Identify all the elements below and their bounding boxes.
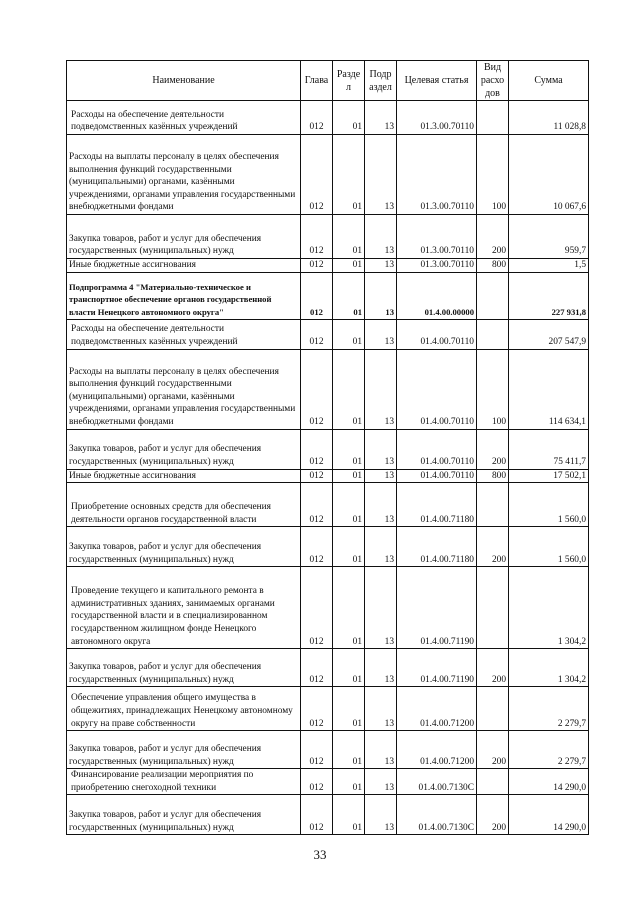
cell-sum: 14 290,0 [509,769,589,795]
table-body [67,101,589,835]
cell-sum: 14 290,0 [509,795,589,835]
cell-sum: 114 634,1 [509,349,589,429]
cell-chapter: 012 [301,687,333,731]
cell-type: 100 [477,349,509,429]
cell-name: Закупка товаров, работ и услуг для обеспечения государственных (муниципальных) нужд [67,795,301,835]
cell-name: Обеспечение управления общего имущества в общежитиях, принадлежащих Ненецкому автономному округу на праве собственности [67,687,301,731]
cell-subsection: 13 [365,687,397,731]
cell-name: Закупка товаров, работ и услуг для обеспечения государственных (муниципальных) нужд [67,429,301,469]
cell-target: 01.4.00.71200 [397,731,477,769]
cell-section: 01 [333,349,365,429]
cell-target: 01.3.00.70110 [397,215,477,259]
cell-target: 01.4.00.00000 [397,272,477,319]
cell-type [477,319,509,349]
cell-type: 200 [477,795,509,835]
cell-name: Иные бюджетные ассигнования [67,469,301,483]
table-row [67,527,589,567]
cell-chapter: 012 [301,649,333,687]
cell-subsection: 13 [365,649,397,687]
table-row [67,349,589,429]
cell-section: 01 [333,215,365,259]
cell-chapter: 012 [301,135,333,215]
cell-section: 01 [333,101,365,135]
cell-subsection: 13 [365,101,397,135]
cell-section: 01 [333,527,365,567]
table-row [67,731,589,769]
header-subsection: Подр аздел [365,61,397,101]
cell-type: 800 [477,259,509,273]
cell-target: 01.4.00.71180 [397,483,477,527]
cell-type [477,687,509,731]
cell-section: 01 [333,259,365,273]
cell-name: Расходы на обеспечение деятельности подведомственных казённых учреждений [67,319,301,349]
cell-chapter: 012 [301,319,333,349]
cell-target: 01.4.00.71180 [397,527,477,567]
cell-name: Закупка товаров, работ и услуг для обеспечения государственных (муниципальных) нужд [67,649,301,687]
cell-section: 01 [333,469,365,483]
cell-section: 01 [333,687,365,731]
cell-subsection: 13 [365,319,397,349]
cell-section: 01 [333,649,365,687]
cell-target: 01.4.00.71190 [397,649,477,687]
cell-target: 01.3.00.70110 [397,135,477,215]
cell-chapter: 012 [301,469,333,483]
budget-table [66,60,589,835]
cell-sum: 1,5 [509,259,589,273]
cell-name: Приобретение основных средств для обеспечения деятельности органов государственной власти [67,483,301,527]
cell-chapter: 012 [301,731,333,769]
cell-target: 01.4.00.70110 [397,319,477,349]
cell-section: 01 [333,795,365,835]
cell-name: Закупка товаров, работ и услуг для обеспечения государственных (муниципальных) нужд [67,527,301,567]
cell-section: 01 [333,319,365,349]
cell-subsection: 13 [365,215,397,259]
cell-section: 01 [333,769,365,795]
cell-type [477,567,509,649]
cell-chapter: 012 [301,429,333,469]
header-sum: Сумма [509,61,589,101]
cell-subsection: 13 [365,527,397,567]
cell-subsection: 13 [365,272,397,319]
cell-chapter: 012 [301,101,333,135]
cell-name: Подпрограмма 4 "Материально-техническое и транспортное обеспечение органов государственной власти Ненецкого автономного округа" [67,272,301,319]
cell-type: 200 [477,429,509,469]
cell-sum: 959,7 [509,215,589,259]
cell-target: 01.4.00.7130С [397,769,477,795]
cell-section: 01 [333,135,365,215]
cell-name: Расходы на выплаты персоналу в целях обеспечения выполнения функций государственными (муниципальными) органами, казёнными учреждениями, органами управления государственными внебюджетными фондами [67,135,301,215]
cell-chapter: 012 [301,567,333,649]
table-row [67,795,589,835]
header-name: Наименование [67,61,301,101]
cell-type [477,272,509,319]
cell-sum: 10 067,6 [509,135,589,215]
cell-subsection: 13 [365,567,397,649]
cell-sum: 1 304,2 [509,649,589,687]
cell-type: 200 [477,649,509,687]
table-row [67,649,589,687]
cell-target: 01.3.00.70110 [397,101,477,135]
cell-chapter: 012 [301,272,333,319]
page-number: 33 [313,847,327,862]
cell-target: 01.4.00.70110 [397,469,477,483]
cell-sum: 227 931,8 [509,272,589,319]
cell-section: 01 [333,483,365,527]
cell-section: 01 [333,731,365,769]
cell-chapter: 012 [301,215,333,259]
table-row [67,135,589,215]
cell-sum: 1 304,2 [509,567,589,649]
table-row [67,429,589,469]
cell-name: Финансирование реализации мероприятия по приобретению снегоходной техники [67,769,301,795]
cell-target: 01.4.00.71200 [397,687,477,731]
header-row [67,61,589,101]
table-row [67,483,589,527]
cell-subsection: 13 [365,795,397,835]
cell-chapter: 012 [301,795,333,835]
cell-name: Закупка товаров, работ и услуг для обеспечения государственных (муниципальных) нужд [67,731,301,769]
cell-name: Расходы на выплаты персоналу в целях обеспечения выполнения функций государственными (муниципальными) органами, казёнными учреждениями, органами управления государственными внебюджетными фондами [67,349,301,429]
cell-type: 200 [477,527,509,567]
cell-section: 01 [333,429,365,469]
cell-type: 200 [477,215,509,259]
cell-sum: 2 279,7 [509,731,589,769]
cell-subsection: 13 [365,429,397,469]
cell-sum: 17 502,1 [509,469,589,483]
header-chapter: Глава [301,61,333,101]
cell-chapter: 012 [301,349,333,429]
cell-sum: 207 547,9 [509,319,589,349]
cell-sum: 1 560,0 [509,527,589,567]
header-type: Вид расхо дов [477,61,509,101]
table-row [67,567,589,649]
cell-type: 100 [477,135,509,215]
cell-target: 01.4.00.70110 [397,429,477,469]
cell-type: 800 [477,469,509,483]
cell-subsection: 13 [365,731,397,769]
table-row [67,272,589,319]
cell-chapter: 012 [301,769,333,795]
cell-sum: 11 028,8 [509,101,589,135]
cell-sum: 75 411,7 [509,429,589,469]
cell-name: Проведение текущего и капитального ремонта в административных зданиях, занимаемых органами государственной власти и в специализированном государственном жилищном фонде Ненецкого автономного округа [67,567,301,649]
cell-target: 01.4.00.71190 [397,567,477,649]
table-row [67,259,589,273]
cell-type [477,101,509,135]
cell-sum: 1 560,0 [509,483,589,527]
cell-subsection: 13 [365,769,397,795]
header-section: Разде л [333,61,365,101]
table-row [67,469,589,483]
cell-target: 01.4.00.70110 [397,349,477,429]
table-row [67,101,589,135]
cell-chapter: 012 [301,483,333,527]
cell-target: 01.4.00.7130С [397,795,477,835]
cell-section: 01 [333,272,365,319]
cell-name: Иные бюджетные ассигнования [67,259,301,273]
cell-subsection: 13 [365,469,397,483]
table-row [67,769,589,795]
table-row [67,215,589,259]
cell-chapter: 012 [301,259,333,273]
table-row [67,319,589,349]
cell-chapter: 012 [301,527,333,567]
cell-name: Закупка товаров, работ и услуг для обеспечения государственных (муниципальных) нужд [67,215,301,259]
cell-name: Расходы на обеспечение деятельности подведомственных казённых учреждений [67,101,301,135]
cell-sum: 2 279,7 [509,687,589,731]
cell-subsection: 13 [365,349,397,429]
cell-subsection: 13 [365,135,397,215]
cell-subsection: 13 [365,483,397,527]
cell-section: 01 [333,567,365,649]
cell-subsection: 13 [365,259,397,273]
cell-target: 01.3.00.70110 [397,259,477,273]
cell-type [477,769,509,795]
cell-type: 200 [477,731,509,769]
cell-type [477,483,509,527]
header-target: Целевая статья [397,61,477,101]
table-row [67,687,589,731]
